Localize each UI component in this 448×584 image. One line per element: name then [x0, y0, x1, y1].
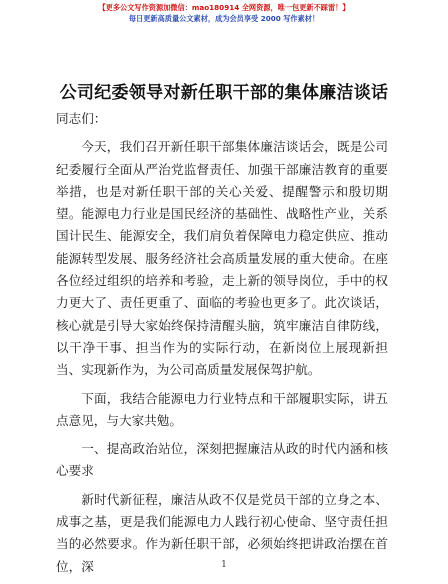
promo-banner [0, 2, 448, 24]
body-paragraph: 新时代新征程，廉洁从政不仅是党员干部的立身之本、成事之基，更是我们能源电力人践行初心使命、坚守责任担当的必然要求。作为新任职干部，必须始终把讲政治摆在首位，深 [56, 491, 388, 574]
promo-banner-line-2: 每日更新高质量公文素材，成为会员享受 2000 写作素材！ [128, 14, 320, 23]
section-heading: 一、提高政治站位，深刻把握廉洁从政的时代内涵和核心要求 [56, 441, 388, 479]
body-paragraph: 下面，我结合能源电力行业特点和干部履职实际，讲五点意见，与大家共勉。 [56, 390, 388, 428]
promo-banner-line-1: 【更多公文写作资源加微信：mao180914 全网资源，唯一包更新不踩雷！】 [98, 3, 350, 12]
document-title: 公司纪委领导对新任职干部的集体廉洁谈话 [59, 83, 389, 103]
body-paragraph: 今天，我们召开新任职干部集体廉洁谈话会，既是公司纪委履行全面从严治党监督责任、加强干部廉洁教育的重要举措，也是对新任职干部的关心关爱、提醒警示和殷切期望。能源电力行业是国民经济的基础性、战略性产业，关系国计民生、能源安全，我们肩负着保障电力稳定供应、推动能源转型发展、服务经济社会高质量发展的重大使命。在座各位经过组织的培养和考验，走上新的领导岗位，手中的权力更大了、责任更重了、面临的考验也更多了。此次谈话，核心就是引导大家始终保持清醒头脑，筑牢廉洁自律防线，以干净干事、担当作为的实际行动，在新岗位上展现新担当、实现新作为，为公司高质量发展保驾护航。 [56, 139, 388, 378]
document-body [56, 108, 388, 584]
salutation: 同志们： [56, 111, 107, 126]
page-number: 1 [221, 560, 227, 570]
